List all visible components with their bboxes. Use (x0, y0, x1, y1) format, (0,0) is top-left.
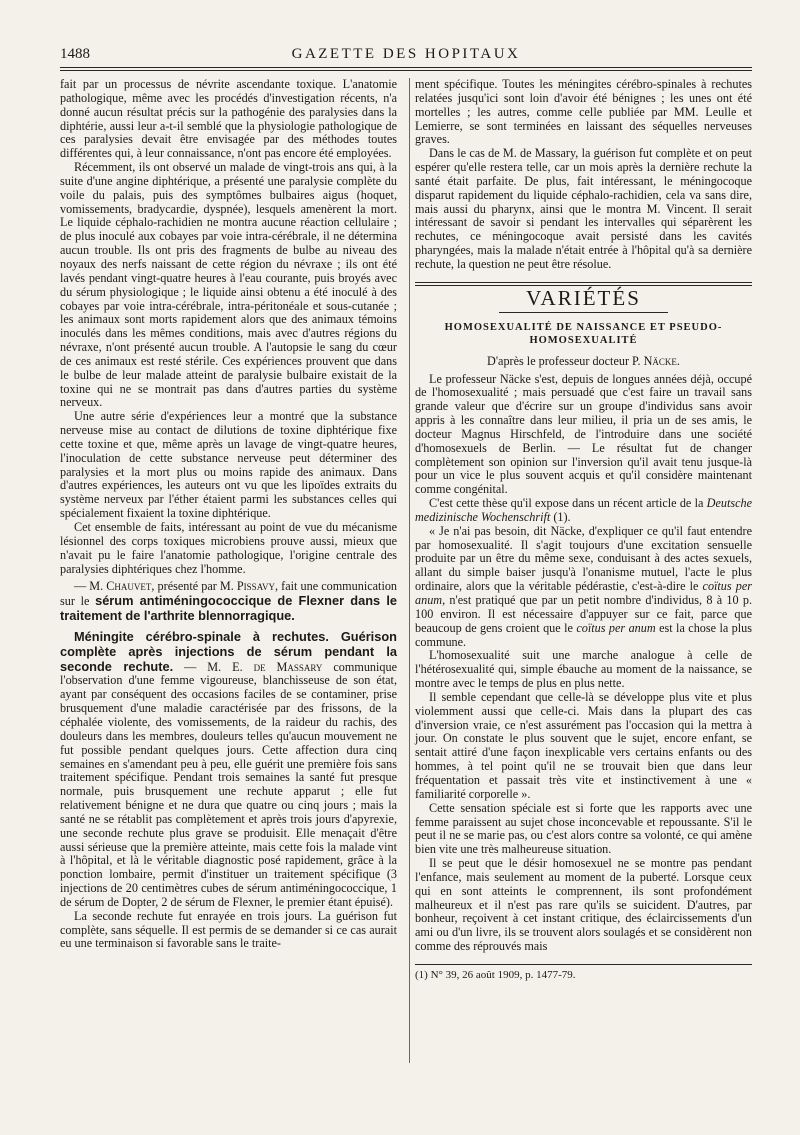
journal-name: Deutsche medizinische Wochenschrift (415, 496, 752, 524)
text-run: C'est cette thèse qu'il expose dans un récent article de la (429, 496, 704, 511)
footnote: (1) N° 39, 26 août 1909, p. 1477-79. (415, 968, 576, 981)
text-run: — M. (74, 579, 104, 594)
paragraph: Récemment, ils ont observé un malade de vingt-trois ans qui, à la suite d'une angine diphtérique, a présenté une paralysie complète du voile du palais, puis des symptômes bulbaires aigus (hoquet, vomissements, bradycardie, dyspnée), lesquels amenèrent la mort. Le liquide céphalo-rachidien ne montra aucune réaction cellulaire ; de plus inoculé aux cobayes par voie intra-cérébrale, il ne détermina aucun trouble. Ils ont pris des fragments de bulbe au niveau des noyaux des nerfs naissant de cette région du névraxe ; ils ont été lavés pendant vingt-quatre heures à l'eau courante, puis broyés avec du sérum physiologique ; le liquide ainsi obtenu a été inoculé à des cobayes par voie intra-cérébrale, intra-péritonéale et sous-cutanée ; les animaux sont morts rapidement alors que des animaux témoins inoculés dans les mêmes conditions, mais avec d'autres régions du névraxe, n'ont présenté aucun trouble. A l'autopsie le sang du cœur de ces animaux est resté stérile. Ces expériences prouvent que dans le bulbe de leur malade atteint de paralysie bulbaire existait de la toxine qui ne se montrait pas dans d'autres parties du système nerveux. (60, 160, 397, 410)
text-run: D'après le professeur docteur P. (487, 353, 641, 368)
author-name: Pissavy (236, 579, 276, 594)
paragraph (60, 630, 397, 910)
paragraph: Il se peut que le désir homosexuel ne se montre pas pendant l'enfance, mais seulement au moment de la puberté. Lorsque ceux qui en sont atteints le comprennent, ils sont profondément malheureux et il n'est pas rare qu'ils se suicident. D'autres, par bonheur, reçoivent à cet instant critique, des éclaircissements d'un ami ou d'un livre, ils se trouvent alors soulagés et se considèrent non comme des réprouvés mais (415, 856, 752, 954)
text-run: , n'est pratiqué que par un petit nombre d'individus, 8 à 10 p. 100 environ. Il est nécessaire d'appuyer sur ce fait, parce que beaucoup de gens croient que le (415, 593, 752, 635)
page-header (60, 44, 752, 68)
page-number: 1488 (60, 46, 90, 62)
footnote-rule (415, 964, 752, 965)
column-divider (409, 78, 410, 1063)
section-title: VARIÉTÉS (526, 285, 641, 310)
text-run: — M. E. (184, 659, 243, 674)
paragraph (415, 525, 752, 650)
header-rule-bottom (60, 70, 752, 71)
paragraph: La seconde rechute fut enrayée en trois jours. La guérison fut complète, sans séquelle. Il est permis de se demander si ce cas aurait eu une terminaison si favorable sans le traite- (60, 908, 397, 951)
header-rule-top (60, 67, 752, 68)
journal-title: GAZETTE DES HOPITAUX (291, 46, 521, 62)
article-attribution: D'après le professeur docteur P. Näcke. (487, 353, 680, 368)
latin-term: coïtus per anum (415, 579, 753, 607)
text-run: est la chose la plus commune. (415, 620, 753, 649)
paragraph: Il semble cependant que celle-là se développe plus vite et plus violemment aussi que celle-ci. Mais dans la plupart des cas d'inversion vraie, ce n'est assurément pas l'occasion qui la mettra à jour. On constate le plus souvent que le sujet, encore enfant, se sentait attiré d'une façon inexplicable vers certains enfants ou des hommes, à tel point qu'il ne se trouvait bien que dans leur fréquentation et passait très vite et instinctivement à une « familiarité corporelle ». (415, 689, 752, 801)
paragraph: Une autre série d'expériences leur a montré que la substance nerveuse mise au contact de dilutions de toxine diphtérique fixe cette toxine et que, même après un lavage de vingt-quatre heures, l'inoculation de cette substance nerveuse peut déterminer des paralysies et la mort plus ou moins rapide des animaux. Dans d'autres expériences, les auteurs ont vu que les lipoïdes extraits du système nerveux par l'éther étaient parmi les substances celles qui spécialement fixaient la toxine diphtérique. (60, 409, 397, 521)
paragraph: ment spécifique. Toutes les méningites cérébro-spinales à rechutes relatées jusqu'ici sont loin d'avoir été bénignes ; les unes ont été mortelles ; les autres, comme celle publiée par MM. Leulle et Lemierre, se sont terminées en laissant des séquelles nerveuses graves. (415, 77, 752, 147)
paragraph: Le professeur Näcke s'est, depuis de longues années déjà, occupé de l'homosexualité ; mais persuadé que c'est faire un travail sans grande valeur que d'écrire sur un groupe d'individus sans avoir appris à les connaître dans leur milieu, il pria un de ses amis, le docteur Magnus Hirschfeld, de l'introduire dans une société d'homosexuels de Berlin. — Le résultat fut de changer complètement son opinion sur l'inversion qu'il avait tenu jusque-là pour un vice le plus souvent acquis et qu'il considère maintenant comme congénital. (415, 371, 752, 497)
section-rule (415, 282, 752, 283)
paragraph: Cette sensation spéciale est si forte que les rapports avec une femme paraissent au sujet chose inconcevable et repoussante. S'il le peut il ne se marie pas, ou c'est alors contre sa volonté, ce qui amène bien vite une très malheureuse situation. (415, 800, 752, 857)
paragraph: fait par un processus de névrite ascendante toxique. L'anatomie pathologique, même avec les procédés d'investigation récents, n'a donné aucun résultat précis sur la pathogénie des paralysies dans la diphtérie, aussi leur a-t-il semblé que la physiologie pathologique de ces paralysies devait être envisagée par des méthodes toutes différentes qui, à leur connaissance, n'ont pas encore été employées. (60, 77, 397, 161)
article-title: HOMOSEXUALITÉ DE NAISSANCE ET PSEUDO-HOMOSEXUALITÉ (444, 321, 723, 346)
paragraph: Dans le cas de M. de Massary, la guérison fut complète et on peut espérer qu'elle restera telle, car un mois après la dernière rechute la santé était parfaite. De plus, fait intéressant, le méningocoque disparut rapidement du liquide céphalo-rachidien, cela va sans dire, mais aussi du pharynx, ainsi que le montra M. Vincent. Il serait intéressant de savoir si pendant les intervalles qui séparèrent les rechutes, ce méningocoque avait persisté dans les cavités pharyngées, mais la malade n'était entrée à l'hôpital qu'à sa dernière rechute, la question ne peut être résolue. (415, 146, 752, 271)
communication-title: sérum antiméningococcique de Flexner dans le traitement de l'arthrite blennorragique. (60, 593, 397, 624)
communication-title: Méningite cérébro-spinale à rechutes. Guérison complète après injections de sérum pendant la seconde rechute. (60, 628, 397, 674)
text-run: communique l'observation d'une femme vigoureuse, blanchisseuse de son état, ayant par conséquent des occasions faciles de se contaminer, prise brusquement d'une maladie caractérisée par des frissons, de la céphalée violente, des vomissements, de la raideur du rachis, des douleurs dans les membres, douleurs telles qu'aucun mouvement ne fut possible pendant quelques jours. Cette affection dura cinq semaines en s'amendant peu à peu, elle guérit une première fois sans traitement spécifique. Pendant trois semaines la santé fut presque normale, puis brusquement une rechute apparut ; elle fut relativement bénigne et ne dura que quatre ou cinq jours ; mais la santé ne se rétablit pas complètement et après trois jours d'apyrexie, une seconde rechute plus grave se produisit. Elle menaçait d'être aussi sérieuse que la première atteinte, mais cette fois la malade vint à l'hôpital, et là le véritable diagnostic posé rapidement, grâce à la ponction lombaire, permit d'instituer un traitement spécifique (3 injections de 20 centimètres cubes de sérum antiméningococcique, 1 de sérum de Dopter, 2 de sérum de Flexner, le premier étant épuisé). (60, 659, 398, 909)
paragraph (415, 497, 752, 525)
section-rule (499, 312, 668, 313)
text-run: « Je n'ai pas besoin, dit Näcke, d'expliquer ce qu'il faut entendre par homosexualité. Il s'agit toujours d'une excitation sensuelle produite par un être du même sexe, conduisant à des actes sexuels, allant du simple baiser jusqu'à l'onanisme mutuel, l'acte le plus ordinaire, alors que la véritable pédérastie, c'est-à-dire le (415, 523, 752, 594)
left-column (60, 78, 397, 951)
paragraph (60, 580, 397, 624)
text-run: (1). (553, 509, 571, 524)
latin-term: coïtus per anum (576, 620, 656, 635)
right-column (415, 78, 752, 983)
text-run: , fait une communication sur le (60, 579, 398, 609)
author-name: de Massary (253, 659, 323, 674)
author-name: Chauvet (106, 579, 152, 594)
paragraph: L'homosexualité suit une marche analogue à celle de l'hétérosexualité qui, simple ébauche au moment de la naissance, se montre avec le temps de plus en plus nette. (415, 648, 752, 691)
author-name: Näcke (643, 353, 677, 368)
paragraph: Cet ensemble de faits, intéressant au point de vue du mécanisme lésionnel des corps toxiques microbiens prouve aussi, mieux que n'avait pu le faire l'anatomie pathologique, l'origine centrale des paralysies diphtériques chez l'homme. (60, 520, 397, 576)
text-run: , présenté par M. (151, 579, 234, 594)
